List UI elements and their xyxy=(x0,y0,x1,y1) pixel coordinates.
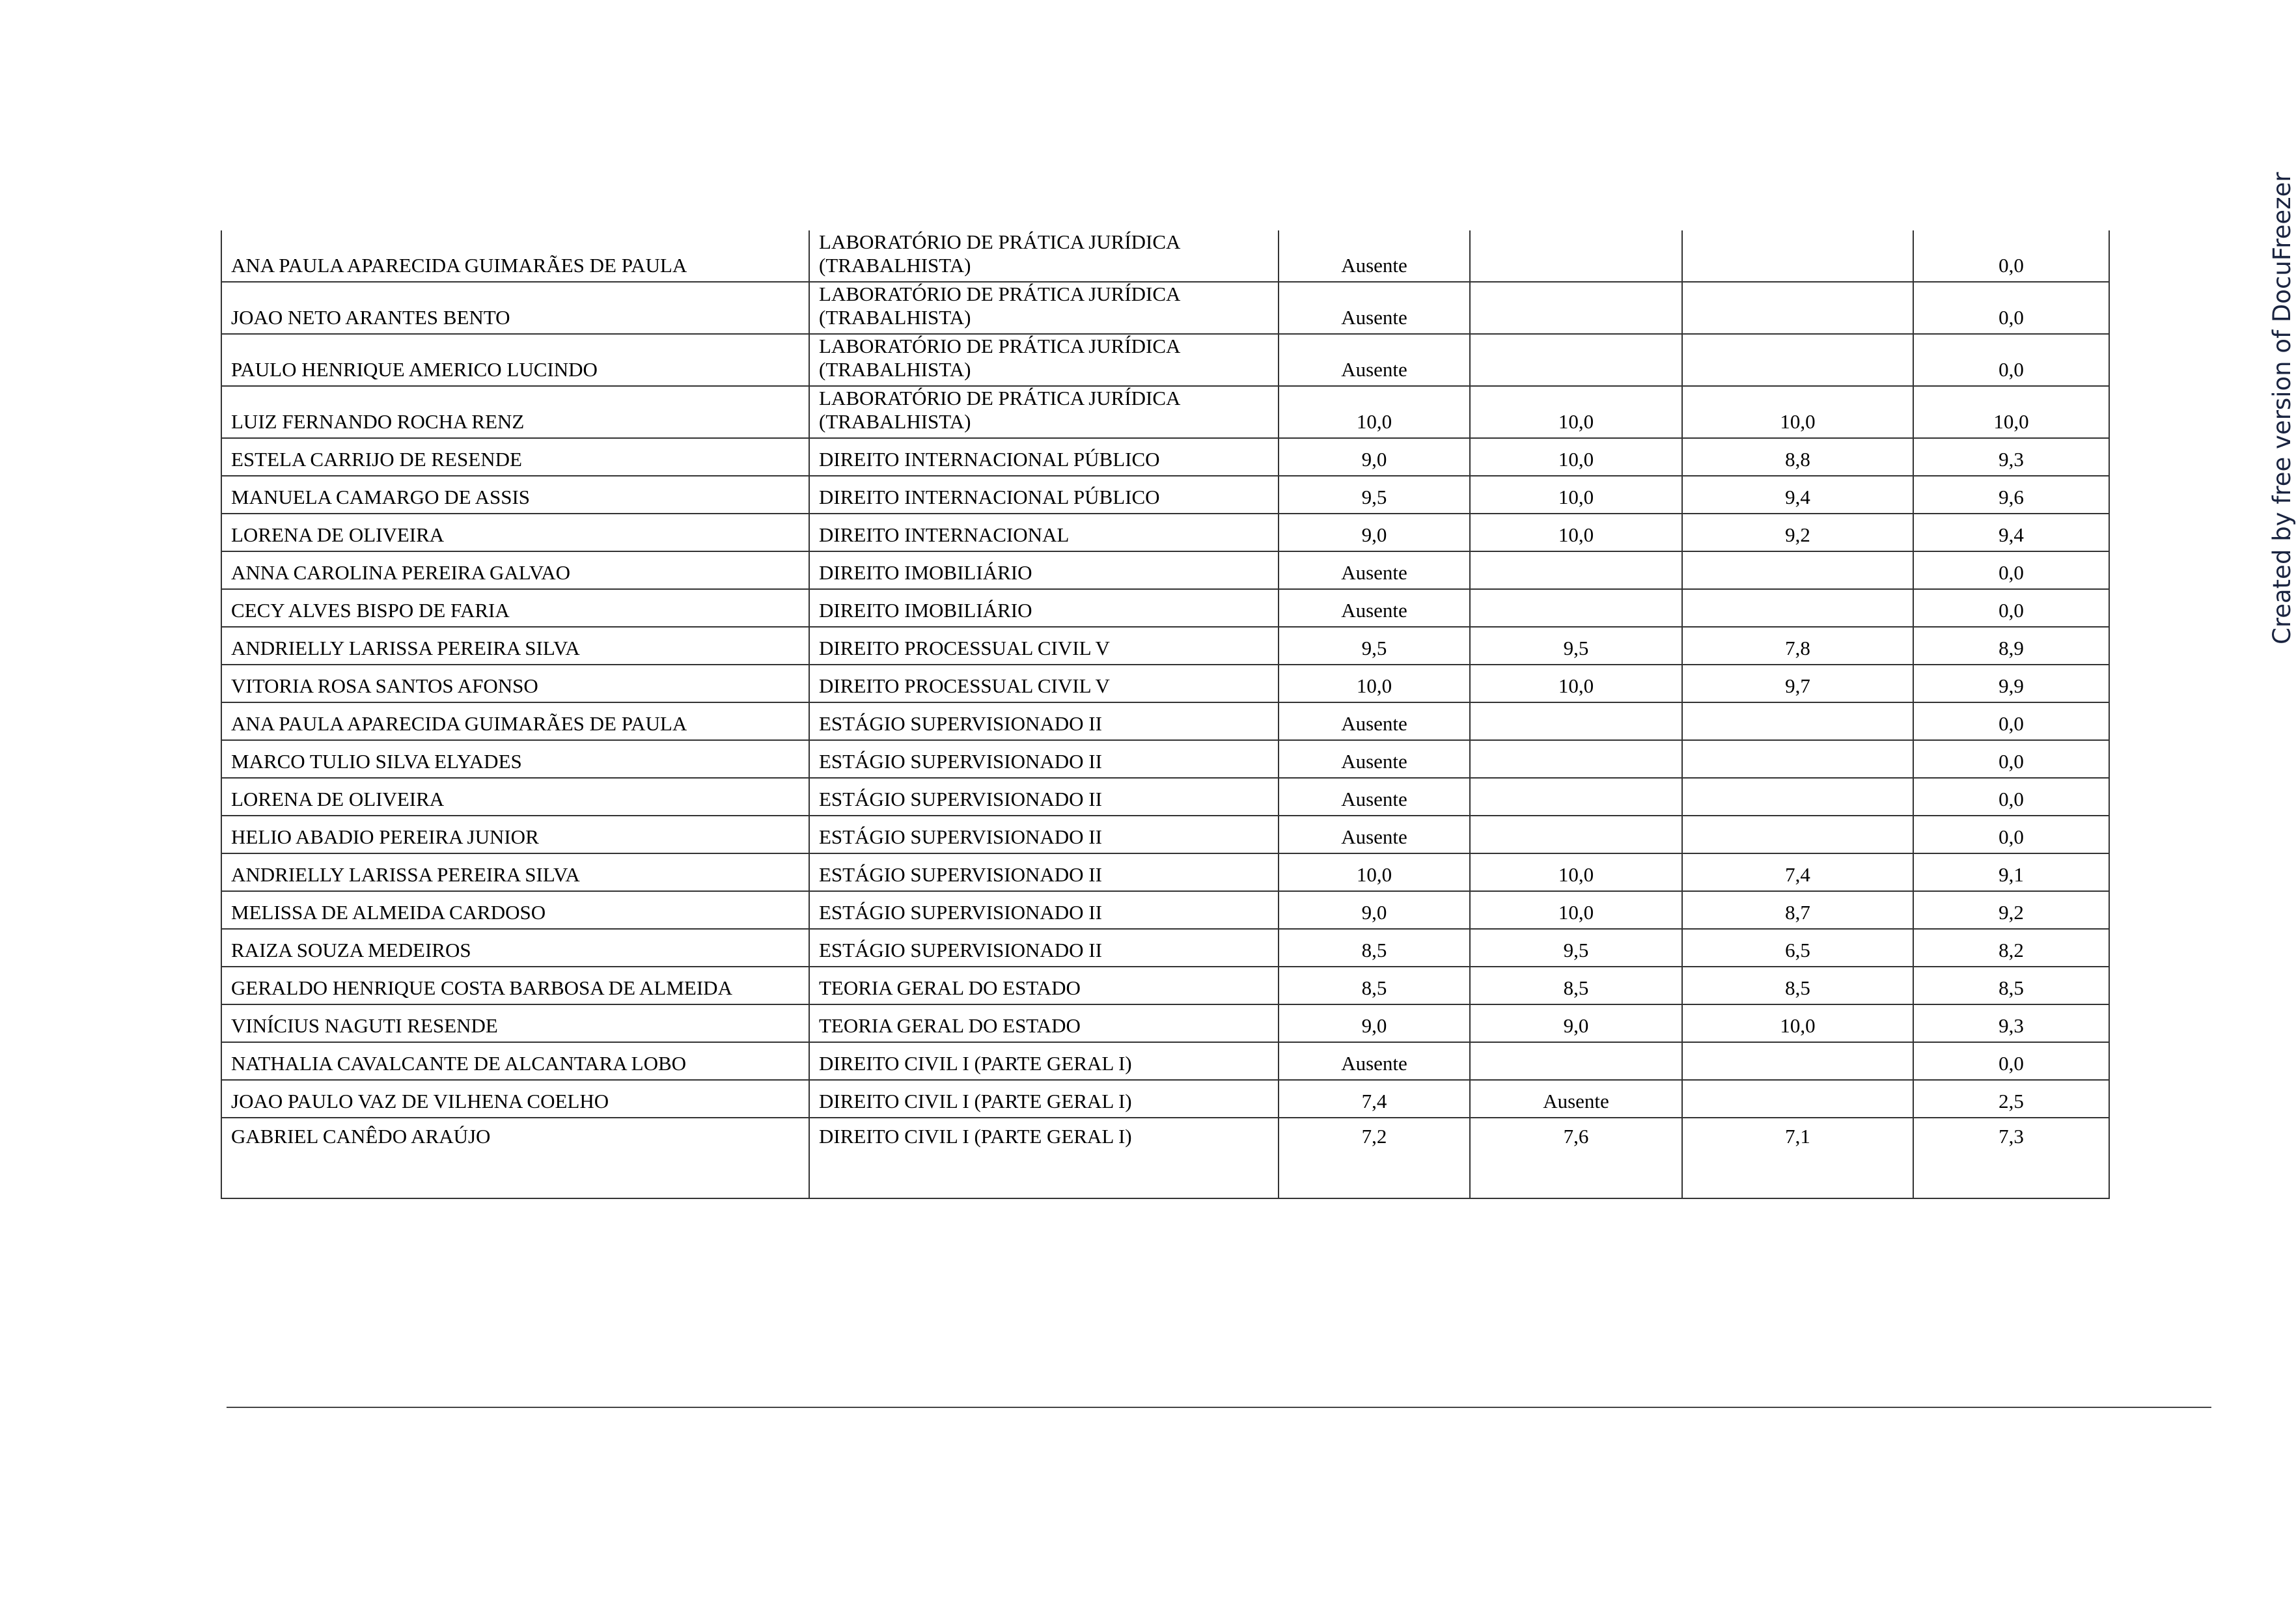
subject-line: DIREITO CIVIL I (PARTE GERAL I) xyxy=(819,1090,1132,1112)
subject-line: (TRABALHISTA) xyxy=(819,254,971,277)
grade-3-cell xyxy=(1682,334,1913,386)
subject-line: DIREITO PROCESSUAL CIVIL V xyxy=(819,674,1110,697)
student-name-cell: MELISSA DE ALMEIDA CARDOSO xyxy=(221,891,809,929)
final-grade-cell: 7,3 xyxy=(1913,1118,2109,1198)
final-grade-cell: 9,3 xyxy=(1913,1004,2109,1042)
student-name-cell: PAULO HENRIQUE AMERICO LUCINDO xyxy=(221,334,809,386)
final-grade-cell: 2,5 xyxy=(1913,1080,2109,1118)
grade-3-cell: 6,5 xyxy=(1682,929,1913,967)
subject-cell xyxy=(809,740,1279,778)
table-row xyxy=(221,476,2109,514)
student-name-cell: HELIO ABADIO PEREIRA JUNIOR xyxy=(221,816,809,853)
final-grade-cell: 9,2 xyxy=(1913,891,2109,929)
student-name-cell: JOAO PAULO VAZ DE VILHENA COELHO xyxy=(221,1080,809,1118)
subject-line: DIREITO CIVIL I (PARTE GERAL I) xyxy=(819,1125,1132,1148)
subject-line: (TRABALHISTA) xyxy=(819,410,971,433)
student-name-cell: LORENA DE OLIVEIRA xyxy=(221,778,809,816)
grade-2-cell: 10,0 xyxy=(1470,514,1682,551)
grade-2-cell xyxy=(1470,334,1682,386)
student-name-cell: NATHALIA CAVALCANTE DE ALCANTARA LOBO xyxy=(221,1042,809,1080)
subject-cell xyxy=(809,967,1279,1004)
subject-cell xyxy=(809,929,1279,967)
subject-cell xyxy=(809,853,1279,891)
grade-1-cell: Ausente xyxy=(1279,230,1470,282)
grade-1-cell: Ausente xyxy=(1279,1042,1470,1080)
grade-1-cell: Ausente xyxy=(1279,740,1470,778)
subject-cell xyxy=(809,282,1279,334)
grade-3-cell xyxy=(1682,778,1913,816)
final-grade-cell: 10,0 xyxy=(1913,386,2109,438)
grade-2-cell xyxy=(1470,1042,1682,1080)
grade-2-cell xyxy=(1470,282,1682,334)
subject-cell xyxy=(809,476,1279,514)
subject-line: LABORATÓRIO DE PRÁTICA JURÍDICA xyxy=(819,283,1181,305)
grade-3-cell xyxy=(1682,230,1913,282)
table-row xyxy=(221,589,2109,627)
subject-line: LABORATÓRIO DE PRÁTICA JURÍDICA xyxy=(819,230,1181,253)
subject-cell xyxy=(809,589,1279,627)
grade-3-cell xyxy=(1682,1042,1913,1080)
student-name-cell: ANDRIELLY LARISSA PEREIRA SILVA xyxy=(221,853,809,891)
table-row xyxy=(221,1004,2109,1042)
subject-line: LABORATÓRIO DE PRÁTICA JURÍDICA xyxy=(819,387,1181,409)
subject-line: (TRABALHISTA) xyxy=(819,306,971,329)
subject-cell xyxy=(809,702,1279,740)
final-grade-cell: 0,0 xyxy=(1913,702,2109,740)
grade-1-cell: 9,5 xyxy=(1279,476,1470,514)
subject-cell xyxy=(809,627,1279,665)
subject-line: DIREITO IMOBILIÁRIO xyxy=(819,561,1032,584)
watermark-text: Created by free version of DocuFreezer xyxy=(2268,172,2296,644)
final-grade-cell: 0,0 xyxy=(1913,778,2109,816)
subject-line: DIREITO INTERNACIONAL PÚBLICO xyxy=(819,486,1160,508)
grade-2-cell: Ausente xyxy=(1470,1080,1682,1118)
footer-divider xyxy=(227,1407,2211,1408)
subject-line: TEORIA GERAL DO ESTADO xyxy=(819,976,1081,999)
final-grade-cell: 0,0 xyxy=(1913,816,2109,853)
grades-table-body xyxy=(221,230,2109,1198)
grade-3-cell: 10,0 xyxy=(1682,386,1913,438)
table-row xyxy=(221,891,2109,929)
table-row xyxy=(221,702,2109,740)
table-row xyxy=(221,627,2109,665)
subject-line: ESTÁGIO SUPERVISIONADO II xyxy=(819,712,1102,735)
grade-2-cell: 8,5 xyxy=(1470,967,1682,1004)
table-row xyxy=(221,816,2109,853)
subject-cell xyxy=(809,778,1279,816)
grade-3-cell xyxy=(1682,551,1913,589)
grade-1-cell: Ausente xyxy=(1279,702,1470,740)
grade-2-cell: 10,0 xyxy=(1470,438,1682,476)
grade-3-cell: 8,5 xyxy=(1682,967,1913,1004)
table-row xyxy=(221,386,2109,438)
student-name-cell: MANUELA CAMARGO DE ASSIS xyxy=(221,476,809,514)
grade-3-cell xyxy=(1682,702,1913,740)
table-row xyxy=(221,514,2109,551)
student-name-cell: ANDRIELLY LARISSA PEREIRA SILVA xyxy=(221,627,809,665)
grade-2-cell: 7,6 xyxy=(1470,1118,1682,1198)
subject-cell xyxy=(809,386,1279,438)
table-row xyxy=(221,551,2109,589)
grade-1-cell: 10,0 xyxy=(1279,665,1470,702)
table-row xyxy=(221,778,2109,816)
grade-1-cell: 10,0 xyxy=(1279,853,1470,891)
subject-cell xyxy=(809,816,1279,853)
grade-2-cell: 10,0 xyxy=(1470,476,1682,514)
table-row xyxy=(221,967,2109,1004)
final-grade-cell: 0,0 xyxy=(1913,282,2109,334)
grade-2-cell: 10,0 xyxy=(1470,891,1682,929)
grade-3-cell: 9,4 xyxy=(1682,476,1913,514)
grade-3-cell: 9,2 xyxy=(1682,514,1913,551)
table-row xyxy=(221,438,2109,476)
grade-3-cell: 8,8 xyxy=(1682,438,1913,476)
subject-line: ESTÁGIO SUPERVISIONADO II xyxy=(819,750,1102,773)
subject-cell xyxy=(809,438,1279,476)
subject-cell xyxy=(809,665,1279,702)
grade-1-cell: 9,0 xyxy=(1279,514,1470,551)
grade-3-cell xyxy=(1682,816,1913,853)
student-name-cell: GABRIEL CANÊDO ARAÚJO xyxy=(221,1118,809,1198)
grade-1-cell: Ausente xyxy=(1279,282,1470,334)
table-row xyxy=(221,334,2109,386)
grade-1-cell: 7,2 xyxy=(1279,1118,1470,1198)
student-name-cell: VITORIA ROSA SANTOS AFONSO xyxy=(221,665,809,702)
subject-line: ESTÁGIO SUPERVISIONADO II xyxy=(819,939,1102,961)
student-name-cell: GERALDO HENRIQUE COSTA BARBOSA DE ALMEIDA xyxy=(221,967,809,1004)
subject-cell xyxy=(809,1042,1279,1080)
grade-1-cell: 8,5 xyxy=(1279,929,1470,967)
grade-1-cell: Ausente xyxy=(1279,334,1470,386)
subject-cell xyxy=(809,1080,1279,1118)
grades-table xyxy=(221,230,2110,1199)
subject-line: DIREITO INTERNACIONAL xyxy=(819,523,1070,546)
student-name-cell: ANNA CAROLINA PEREIRA GALVAO xyxy=(221,551,809,589)
grade-1-cell: 10,0 xyxy=(1279,386,1470,438)
subject-cell xyxy=(809,891,1279,929)
grade-2-cell xyxy=(1470,816,1682,853)
grade-2-cell: 10,0 xyxy=(1470,386,1682,438)
grade-1-cell: Ausente xyxy=(1279,589,1470,627)
student-name-cell: ESTELA CARRIJO DE RESENDE xyxy=(221,438,809,476)
table-row xyxy=(221,665,2109,702)
final-grade-cell: 0,0 xyxy=(1913,230,2109,282)
subject-cell xyxy=(809,1118,1279,1198)
final-grade-cell: 0,0 xyxy=(1913,334,2109,386)
grade-1-cell: 9,0 xyxy=(1279,438,1470,476)
grade-2-cell xyxy=(1470,589,1682,627)
subject-line: DIREITO PROCESSUAL CIVIL V xyxy=(819,637,1110,659)
table-row xyxy=(221,740,2109,778)
table-row xyxy=(221,1042,2109,1080)
grade-1-cell: Ausente xyxy=(1279,816,1470,853)
grade-1-cell: 9,5 xyxy=(1279,627,1470,665)
student-name-cell: CECY ALVES BISPO DE FARIA xyxy=(221,589,809,627)
grade-3-cell: 7,1 xyxy=(1682,1118,1913,1198)
student-name-cell: ANA PAULA APARECIDA GUIMARÃES DE PAULA xyxy=(221,702,809,740)
student-name-cell: LUIZ FERNANDO ROCHA RENZ xyxy=(221,386,809,438)
grade-2-cell xyxy=(1470,230,1682,282)
grade-3-cell: 9,7 xyxy=(1682,665,1913,702)
student-name-cell: RAIZA SOUZA MEDEIROS xyxy=(221,929,809,967)
subject-line: DIREITO CIVIL I (PARTE GERAL I) xyxy=(819,1052,1132,1075)
grade-3-cell: 10,0 xyxy=(1682,1004,1913,1042)
final-grade-cell: 8,5 xyxy=(1913,967,2109,1004)
subject-line: LABORATÓRIO DE PRÁTICA JURÍDICA xyxy=(819,335,1181,357)
subject-line: (TRABALHISTA) xyxy=(819,358,971,381)
student-name-cell: JOAO NETO ARANTES BENTO xyxy=(221,282,809,334)
grade-1-cell: Ausente xyxy=(1279,551,1470,589)
student-name-cell: LORENA DE OLIVEIRA xyxy=(221,514,809,551)
grade-3-cell: 7,8 xyxy=(1682,627,1913,665)
subject-line: ESTÁGIO SUPERVISIONADO II xyxy=(819,863,1102,886)
table-row xyxy=(221,1118,2109,1198)
grade-3-cell xyxy=(1682,740,1913,778)
final-grade-cell: 9,4 xyxy=(1913,514,2109,551)
final-grade-cell: 0,0 xyxy=(1913,740,2109,778)
grade-2-cell: 10,0 xyxy=(1470,665,1682,702)
subject-line: DIREITO INTERNACIONAL PÚBLICO xyxy=(819,448,1160,471)
table-row xyxy=(221,230,2109,282)
grade-2-cell: 9,5 xyxy=(1470,627,1682,665)
grade-2-cell: 9,0 xyxy=(1470,1004,1682,1042)
final-grade-cell: 9,3 xyxy=(1913,438,2109,476)
final-grade-cell: 8,2 xyxy=(1913,929,2109,967)
subject-line: ESTÁGIO SUPERVISIONADO II xyxy=(819,788,1102,810)
grade-3-cell: 7,4 xyxy=(1682,853,1913,891)
subject-line: ESTÁGIO SUPERVISIONADO II xyxy=(819,825,1102,848)
grade-2-cell xyxy=(1470,551,1682,589)
subject-line: ESTÁGIO SUPERVISIONADO II xyxy=(819,901,1102,924)
student-name-cell: VINÍCIUS NAGUTI RESENDE xyxy=(221,1004,809,1042)
table-row xyxy=(221,929,2109,967)
grade-1-cell: 7,4 xyxy=(1279,1080,1470,1118)
grade-2-cell xyxy=(1470,740,1682,778)
final-grade-cell: 9,9 xyxy=(1913,665,2109,702)
grade-2-cell xyxy=(1470,702,1682,740)
grade-1-cell: 8,5 xyxy=(1279,967,1470,1004)
table-row xyxy=(221,282,2109,334)
grade-3-cell xyxy=(1682,1080,1913,1118)
grade-3-cell xyxy=(1682,282,1913,334)
grade-2-cell: 10,0 xyxy=(1470,853,1682,891)
grade-3-cell: 8,7 xyxy=(1682,891,1913,929)
grade-2-cell xyxy=(1470,778,1682,816)
subject-cell xyxy=(809,230,1279,282)
student-name-cell: MARCO TULIO SILVA ELYADES xyxy=(221,740,809,778)
final-grade-cell: 9,6 xyxy=(1913,476,2109,514)
student-name-cell: ANA PAULA APARECIDA GUIMARÃES DE PAULA xyxy=(221,230,809,282)
subject-cell xyxy=(809,1004,1279,1042)
subject-line: TEORIA GERAL DO ESTADO xyxy=(819,1014,1081,1037)
subject-cell xyxy=(809,334,1279,386)
final-grade-cell: 0,0 xyxy=(1913,551,2109,589)
final-grade-cell: 9,1 xyxy=(1913,853,2109,891)
grade-1-cell: 9,0 xyxy=(1279,891,1470,929)
final-grade-cell: 0,0 xyxy=(1913,1042,2109,1080)
grade-1-cell: 9,0 xyxy=(1279,1004,1470,1042)
subject-cell xyxy=(809,514,1279,551)
table-row xyxy=(221,1080,2109,1118)
subject-cell xyxy=(809,551,1279,589)
table-row xyxy=(221,853,2109,891)
grade-2-cell: 9,5 xyxy=(1470,929,1682,967)
final-grade-cell: 0,0 xyxy=(1913,589,2109,627)
grade-3-cell xyxy=(1682,589,1913,627)
subject-line: DIREITO IMOBILIÁRIO xyxy=(819,599,1032,622)
grade-1-cell: Ausente xyxy=(1279,778,1470,816)
final-grade-cell: 8,9 xyxy=(1913,627,2109,665)
